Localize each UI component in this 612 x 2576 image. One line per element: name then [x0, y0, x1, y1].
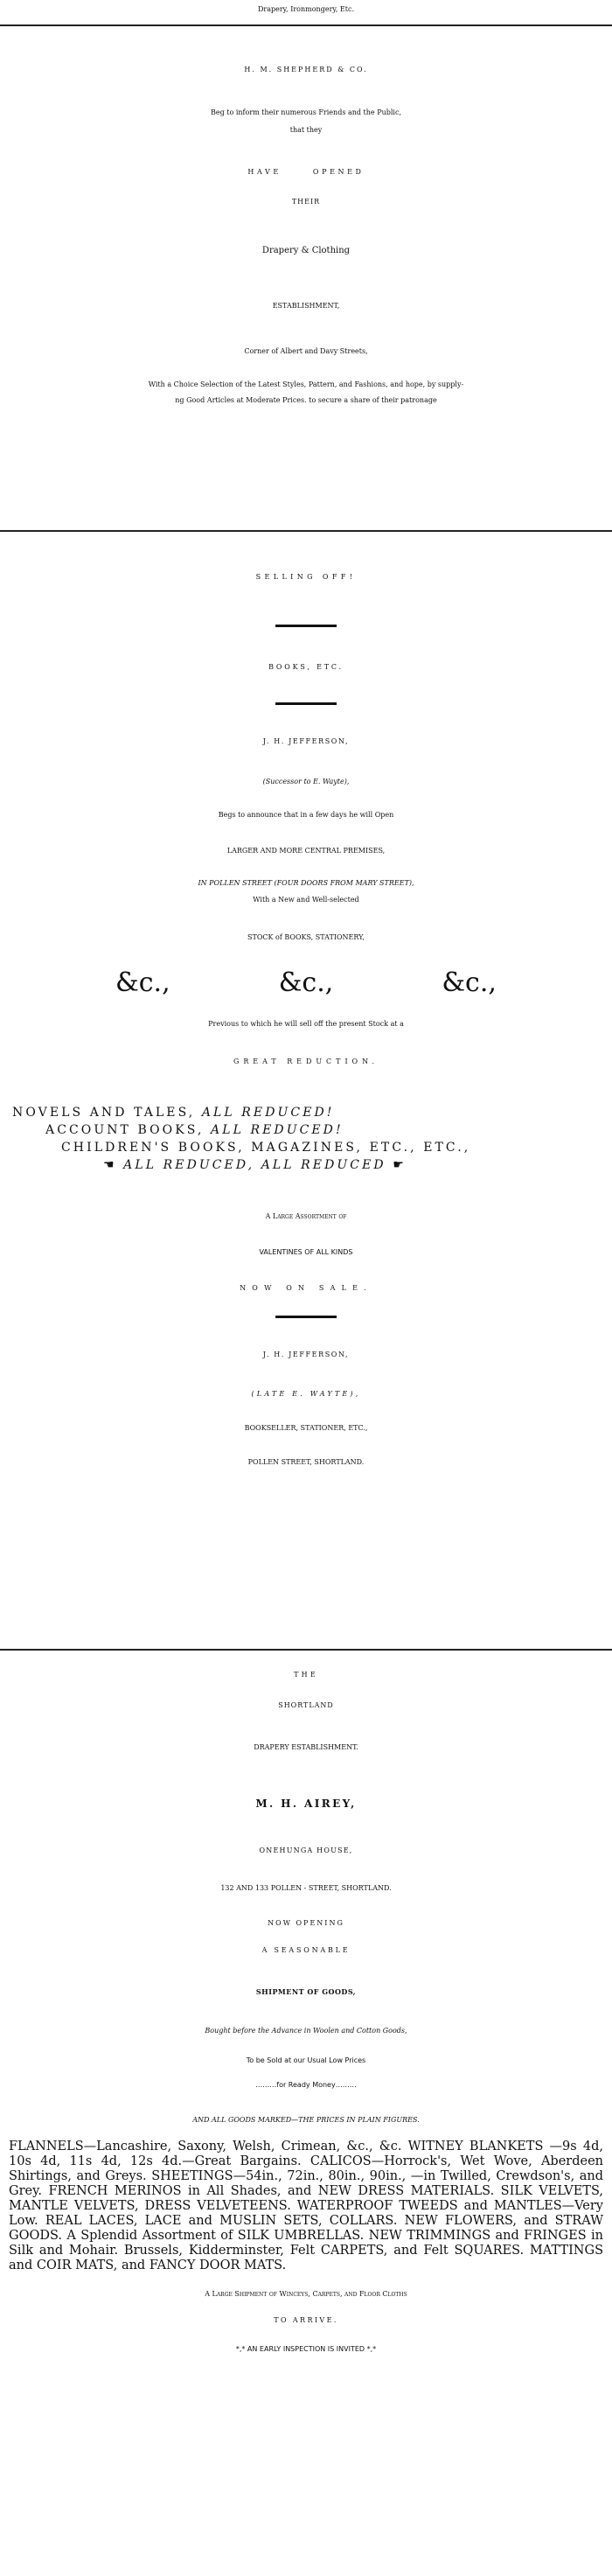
books-etc: BOOKS, ETC.	[268, 663, 344, 671]
section-title: Drapery, Ironmongery, Etc.	[257, 5, 355, 13]
drapery-establishment: DRAPERY ESTABLISHMENT.	[254, 1743, 358, 1751]
valentines: VALENTINES OF ALL KINDS	[259, 1248, 353, 1256]
late-wayte: (LATE E. WAYTE),	[251, 1390, 361, 1398]
now-on-sale: NOW ON SALE.	[240, 1284, 372, 1292]
header-rule	[0, 24, 612, 26]
bookseller-stationer: BOOKSELLER, STATIONER, ETC.,	[244, 1424, 368, 1432]
account-label: ACCOUNT BOOKS,	[45, 1123, 205, 1137]
selling-off: SELLING OFF!	[255, 573, 357, 581]
shipment-of-goods: SHIPMENT OF GOODS,	[255, 1987, 357, 1996]
firm-name: H. M. SHEPHERD & CO.	[244, 66, 368, 73]
great-reduction: GREAT REDUCTION.	[233, 1058, 379, 1065]
stock-books: STOCK of BOOKS, STATIONERY,	[247, 933, 365, 941]
the-label: THE	[294, 1671, 318, 1679]
successor-note: (Successor to E. Wayte),	[262, 778, 350, 785]
jefferson-address: POLLEN STREET, SHORTLAND.	[247, 1458, 365, 1466]
usual-low-prices: To be Sold at our Usual Low Prices	[246, 2056, 366, 2064]
all-reduced-line	[12, 1156, 612, 1174]
section-header	[0, 0, 612, 26]
now-opening: NOW OPENING	[268, 1919, 344, 1927]
jefferson-name: J. H. JEFFERSON,	[262, 737, 350, 745]
divider-1	[0, 530, 612, 532]
intro-line: Beg to inform their numerous Friends and the Public,	[210, 108, 401, 116]
pointing-hand-left-icon: ☚	[103, 1158, 117, 1172]
goods-list: FLANNELS—Lancashire, Saxony, Welsh, Crimean, &c., &c. WITNEY BLANKETS —9s 4d, 10s 4d, 11s 4d, 12s 4d.—Great Bargains. CALICOS—Horrock's, Wet Wove, Aberdeen Shirtings, and Greys. SHEETINGS—54in., 72in., 80in., 90in., —in Twilled, Crewdson's, and Grey. FRENCH MERINOS in All Shades, and NEW DRESS MATERIALS. SILK VELVETS, MANTLE VELVETS, DRESS VELVETEENS. WATERPROOF TWEEDS and MANTLES—Very Low. REAL LACES, LACE and MUSLIN SETS, COLLARS. NEW FLOWERS, and STRAW GOODS. A Splendid Assortment of SILK UMBRELLAS. NEW TRIMMINGS and FRINGES in Silk and Mohair. Brussels, Kidderminster, Felt CARPETS, and Felt SQUARES. MATTINGS and COIR MATS, and FANCY DOOR MATS.	[9, 2140, 603, 2272]
fine-print-1: With a Choice Selection of the Latest Styles, Pattern, and Fashions, and hope, by supply-	[148, 380, 464, 388]
to-arrive: TO ARRIVE.	[274, 2316, 338, 2324]
intro-line-2: that they	[289, 126, 323, 134]
large-shipment: A Large Shipment of Winceys, Carpets, and Floor Cloths	[205, 2290, 407, 2298]
advert-jefferson	[0, 542, 612, 1470]
have-opened: HAVE OPENED	[247, 168, 365, 176]
airey-address: 132 AND 133 POLLEN - STREET, SHORTLAND.	[220, 1884, 392, 1892]
previous-line: Previous to which he will sell off the present Stock at a	[208, 1020, 404, 1028]
advert-airey	[0, 1662, 612, 2363]
corner-streets: Corner of Albert and Davy Streets,	[244, 347, 368, 355]
shortland-title: SHORTLAND	[278, 1701, 334, 1709]
account-line	[12, 1121, 612, 1139]
dash-2	[275, 702, 337, 705]
etc-2: &c.,	[278, 967, 334, 998]
ready-money: ………for Ready Money………	[255, 2081, 357, 2089]
airey-name: M. H. AIREY,	[255, 1798, 357, 1810]
etc-3: &c.,	[442, 967, 497, 998]
reduced-list	[0, 1104, 612, 1174]
new-stock-line: With a New and Well-selected	[253, 896, 359, 904]
establishment: ESTABLISHMENT,	[272, 302, 340, 310]
their-label: THEIR	[291, 198, 321, 206]
novels-reduced: ALL REDUCED!	[201, 1106, 335, 1120]
seasonable: A SEASONABLE	[261, 1946, 351, 1954]
larger-premises: LARGER AND MORE CENTRAL PREMISES,	[226, 847, 386, 855]
plain-figures: AND ALL GOODS MARKED—THE PRICES IN PLAIN FIGURES.	[192, 2116, 420, 2124]
fine-print-2: ng Good Articles at Moderate Prices. to secure a share of their patronage	[175, 396, 437, 404]
etc-1: &c.,	[115, 967, 170, 998]
dash-3	[275, 1316, 337, 1318]
all-reduced-text: ALL REDUCED, ALL REDUCED	[123, 1158, 386, 1172]
novels-line	[12, 1104, 612, 1121]
pointing-hand-right-icon: ☛	[393, 1158, 407, 1172]
etc-row	[0, 967, 612, 999]
account-reduced: ALL REDUCED!	[211, 1123, 344, 1137]
novels-label: NOVELS AND TALES,	[12, 1106, 196, 1120]
childrens-line: CHILDREN'S BOOKS, MAGAZINES, ETC., ETC.,	[61, 1141, 471, 1155]
onehunga-house: ONEHUNGA HOUSE,	[259, 1846, 353, 1854]
announce-line: Begs to announce that in a few days he will Open	[218, 811, 394, 819]
pollen-street-location: IN POLLEN STREET (FOUR DOORS FROM MARY STREET),	[198, 879, 414, 887]
jefferson-name-2: J. H. JEFFERSON,	[262, 1351, 350, 1358]
divider-2	[0, 1649, 612, 1651]
advert-shepherd	[0, 48, 612, 408]
drapery-clothing: Drapery & Clothing	[261, 246, 351, 255]
bought-before: Bought before the Advance in Woolen and Cotton Goods,	[205, 2027, 407, 2035]
large-assortment: A Large Assortment of	[265, 1212, 347, 1220]
dash-1	[275, 625, 337, 627]
early-inspection: *,* AN EARLY INSPECTION IS INVITED *,*	[235, 2345, 377, 2353]
